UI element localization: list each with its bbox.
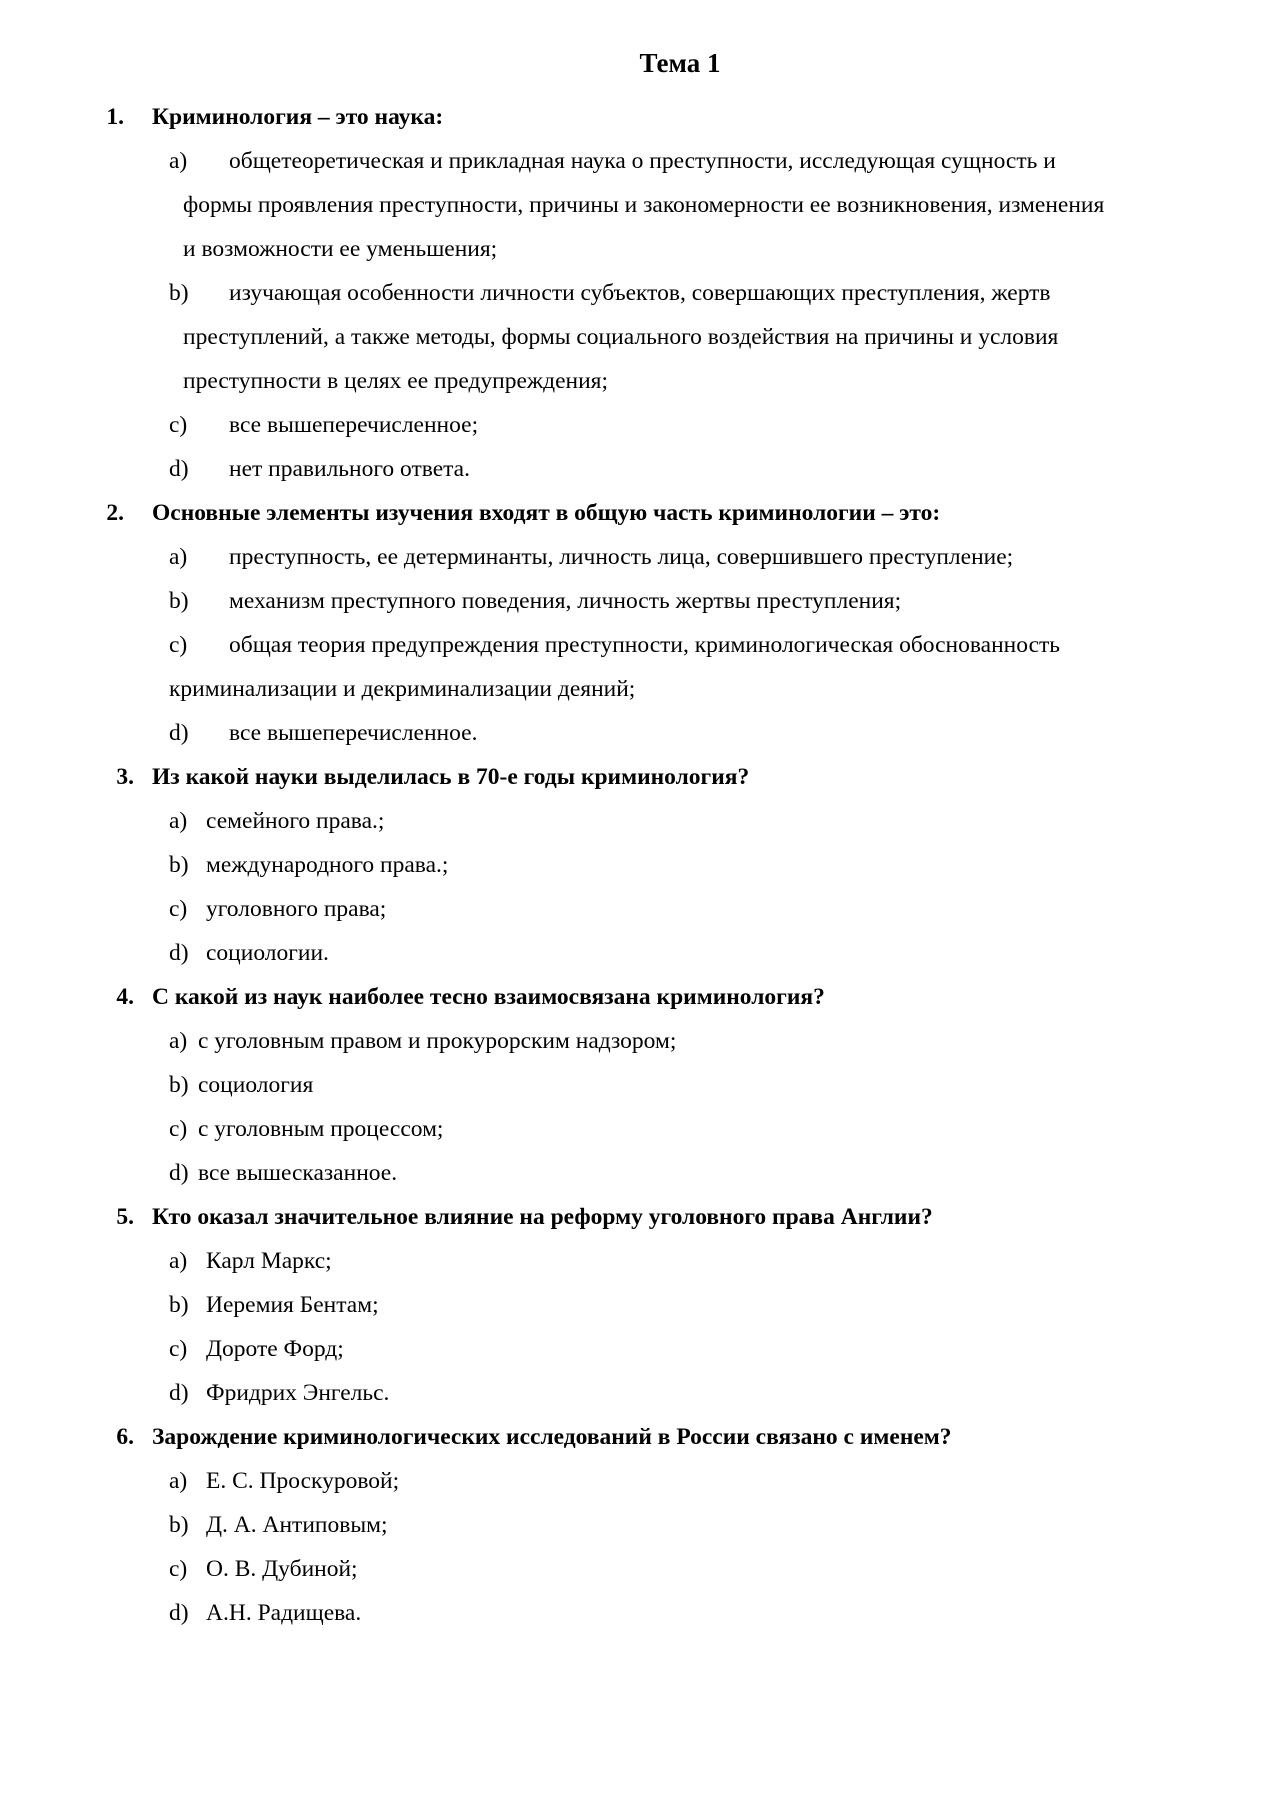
question-5-option-b-label: b) [169, 1292, 189, 1318]
question-3-option-d-text: социологии. [206, 940, 329, 966]
question-5-number: 5. [116, 1204, 134, 1230]
question-5-text: Кто оказал значительное влияние на реформу уголовного права Англии? [152, 1204, 933, 1230]
question-4-option-a-text: с уголовным правом и прокурорским надзором; [198, 1028, 677, 1054]
question-6-number: 6. [116, 1424, 134, 1450]
question-6-option-d-text: А.Н. Радищева. [206, 1600, 362, 1626]
question-3-text: Из какой науки выделилась в 70-е годы криминология? [152, 764, 750, 790]
question-3-option-a-label: a) [169, 808, 188, 834]
question-6-text: Зарождение криминологических исследований в России связано с именем? [152, 1424, 952, 1450]
question-2-option-c-label: c) [169, 632, 188, 658]
question-2-option-a-text: преступность, ее детерминанты, личность лица, совершившего преступление; [229, 544, 1014, 570]
question-2-option-a-label: a) [169, 544, 188, 570]
question-1-option-b-text: изучающая особенности личности субъектов, совершающих преступления, жертв [229, 280, 1051, 306]
question-5-option-a-label: a) [169, 1248, 188, 1274]
question-5-option-a-text: Карл Маркс; [206, 1248, 332, 1274]
question-3-option-d-label: d) [169, 940, 189, 966]
question-6-option-a-label: a) [169, 1468, 188, 1494]
question-1-option-a-label: a) [169, 148, 188, 174]
question-3-number: 3. [116, 764, 134, 790]
question-3-option-b-label: b) [169, 852, 189, 878]
question-1-option-b-text: преступности в целях ее предупреждения; [183, 368, 609, 394]
question-6-option-d-label: d) [169, 1600, 189, 1626]
question-3-option-a-text: семейного права.; [206, 808, 385, 834]
question-6-option-c-text: О. В. Дубиной; [206, 1556, 358, 1582]
question-1-option-d-text: нет правильного ответа. [229, 456, 470, 482]
question-2-option-c-text: криминализации и декриминализации деяний; [169, 676, 636, 702]
question-4-option-b-text: социология [198, 1072, 314, 1098]
question-1-option-c-text: все вышеперечисленное; [229, 412, 479, 438]
question-5-option-d-text: Фридрих Энгельс. [206, 1380, 390, 1406]
question-4-option-a-label: a) [169, 1028, 188, 1054]
question-2-option-c-text: общая теория предупреждения преступности, криминологическая обоснованность [229, 632, 1061, 658]
question-1-option-d-label: d) [169, 456, 189, 482]
question-1-option-b-text: преступлений, а также методы, формы социального воздействия на причины и условия [183, 324, 1059, 350]
question-5-option-b-text: Иеремия Бентам; [206, 1292, 379, 1318]
question-3-option-b-text: международного права.; [206, 852, 449, 878]
question-5-option-c-label: c) [169, 1336, 188, 1362]
question-2-option-d-label: d) [169, 720, 189, 746]
question-1-option-b-label: b) [169, 280, 189, 306]
question-6-option-b-text: Д. А. Антиповым; [206, 1512, 388, 1538]
question-1-number: 1. [106, 104, 124, 130]
question-6-option-a-text: Е. С. Проскуровой; [206, 1468, 400, 1494]
question-4-option-c-label: c) [169, 1116, 188, 1142]
question-1-option-a-text: и возможности ее уменьшения; [183, 236, 498, 262]
question-5-option-c-text: Дороте Форд; [206, 1336, 344, 1362]
question-2-number: 2. [106, 500, 124, 526]
question-2-option-d-text: все вышеперечисленное. [229, 720, 478, 746]
question-6-option-b-label: b) [169, 1512, 189, 1538]
question-5-option-d-label: d) [169, 1380, 189, 1406]
question-4-number: 4. [116, 984, 134, 1010]
question-1-option-a-text: формы проявления преступности, причины и закономерности ее возникновения, изменения [183, 192, 1105, 218]
question-3-option-c-label: c) [169, 896, 188, 922]
question-2-option-b-label: b) [169, 588, 189, 614]
question-1-option-a-text: общетеоретическая и прикладная наука о преступности, исследующая сущность и [229, 148, 1056, 174]
question-4-option-d-text: все вышесказанное. [198, 1160, 398, 1186]
question-4-option-c-text: с уголовным процессом; [198, 1116, 444, 1142]
question-1-text: Криминология – это наука: [152, 104, 444, 130]
question-1-option-c-label: c) [169, 412, 188, 438]
question-6-option-c-label: c) [169, 1556, 188, 1582]
question-2-text: Основные элементы изучения входят в общую часть криминологии – это: [152, 500, 941, 526]
question-4-option-b-label: b) [169, 1072, 189, 1098]
page-title: Тема 1 [639, 48, 721, 78]
question-2-option-b-text: механизм преступного поведения, личность жертвы преступления; [229, 588, 902, 614]
question-3-option-c-text: уголовного права; [206, 896, 387, 922]
question-4-option-d-label: d) [169, 1160, 189, 1186]
question-4-text: С какой из наук наиболее тесно взаимосвязана криминология? [152, 984, 825, 1010]
